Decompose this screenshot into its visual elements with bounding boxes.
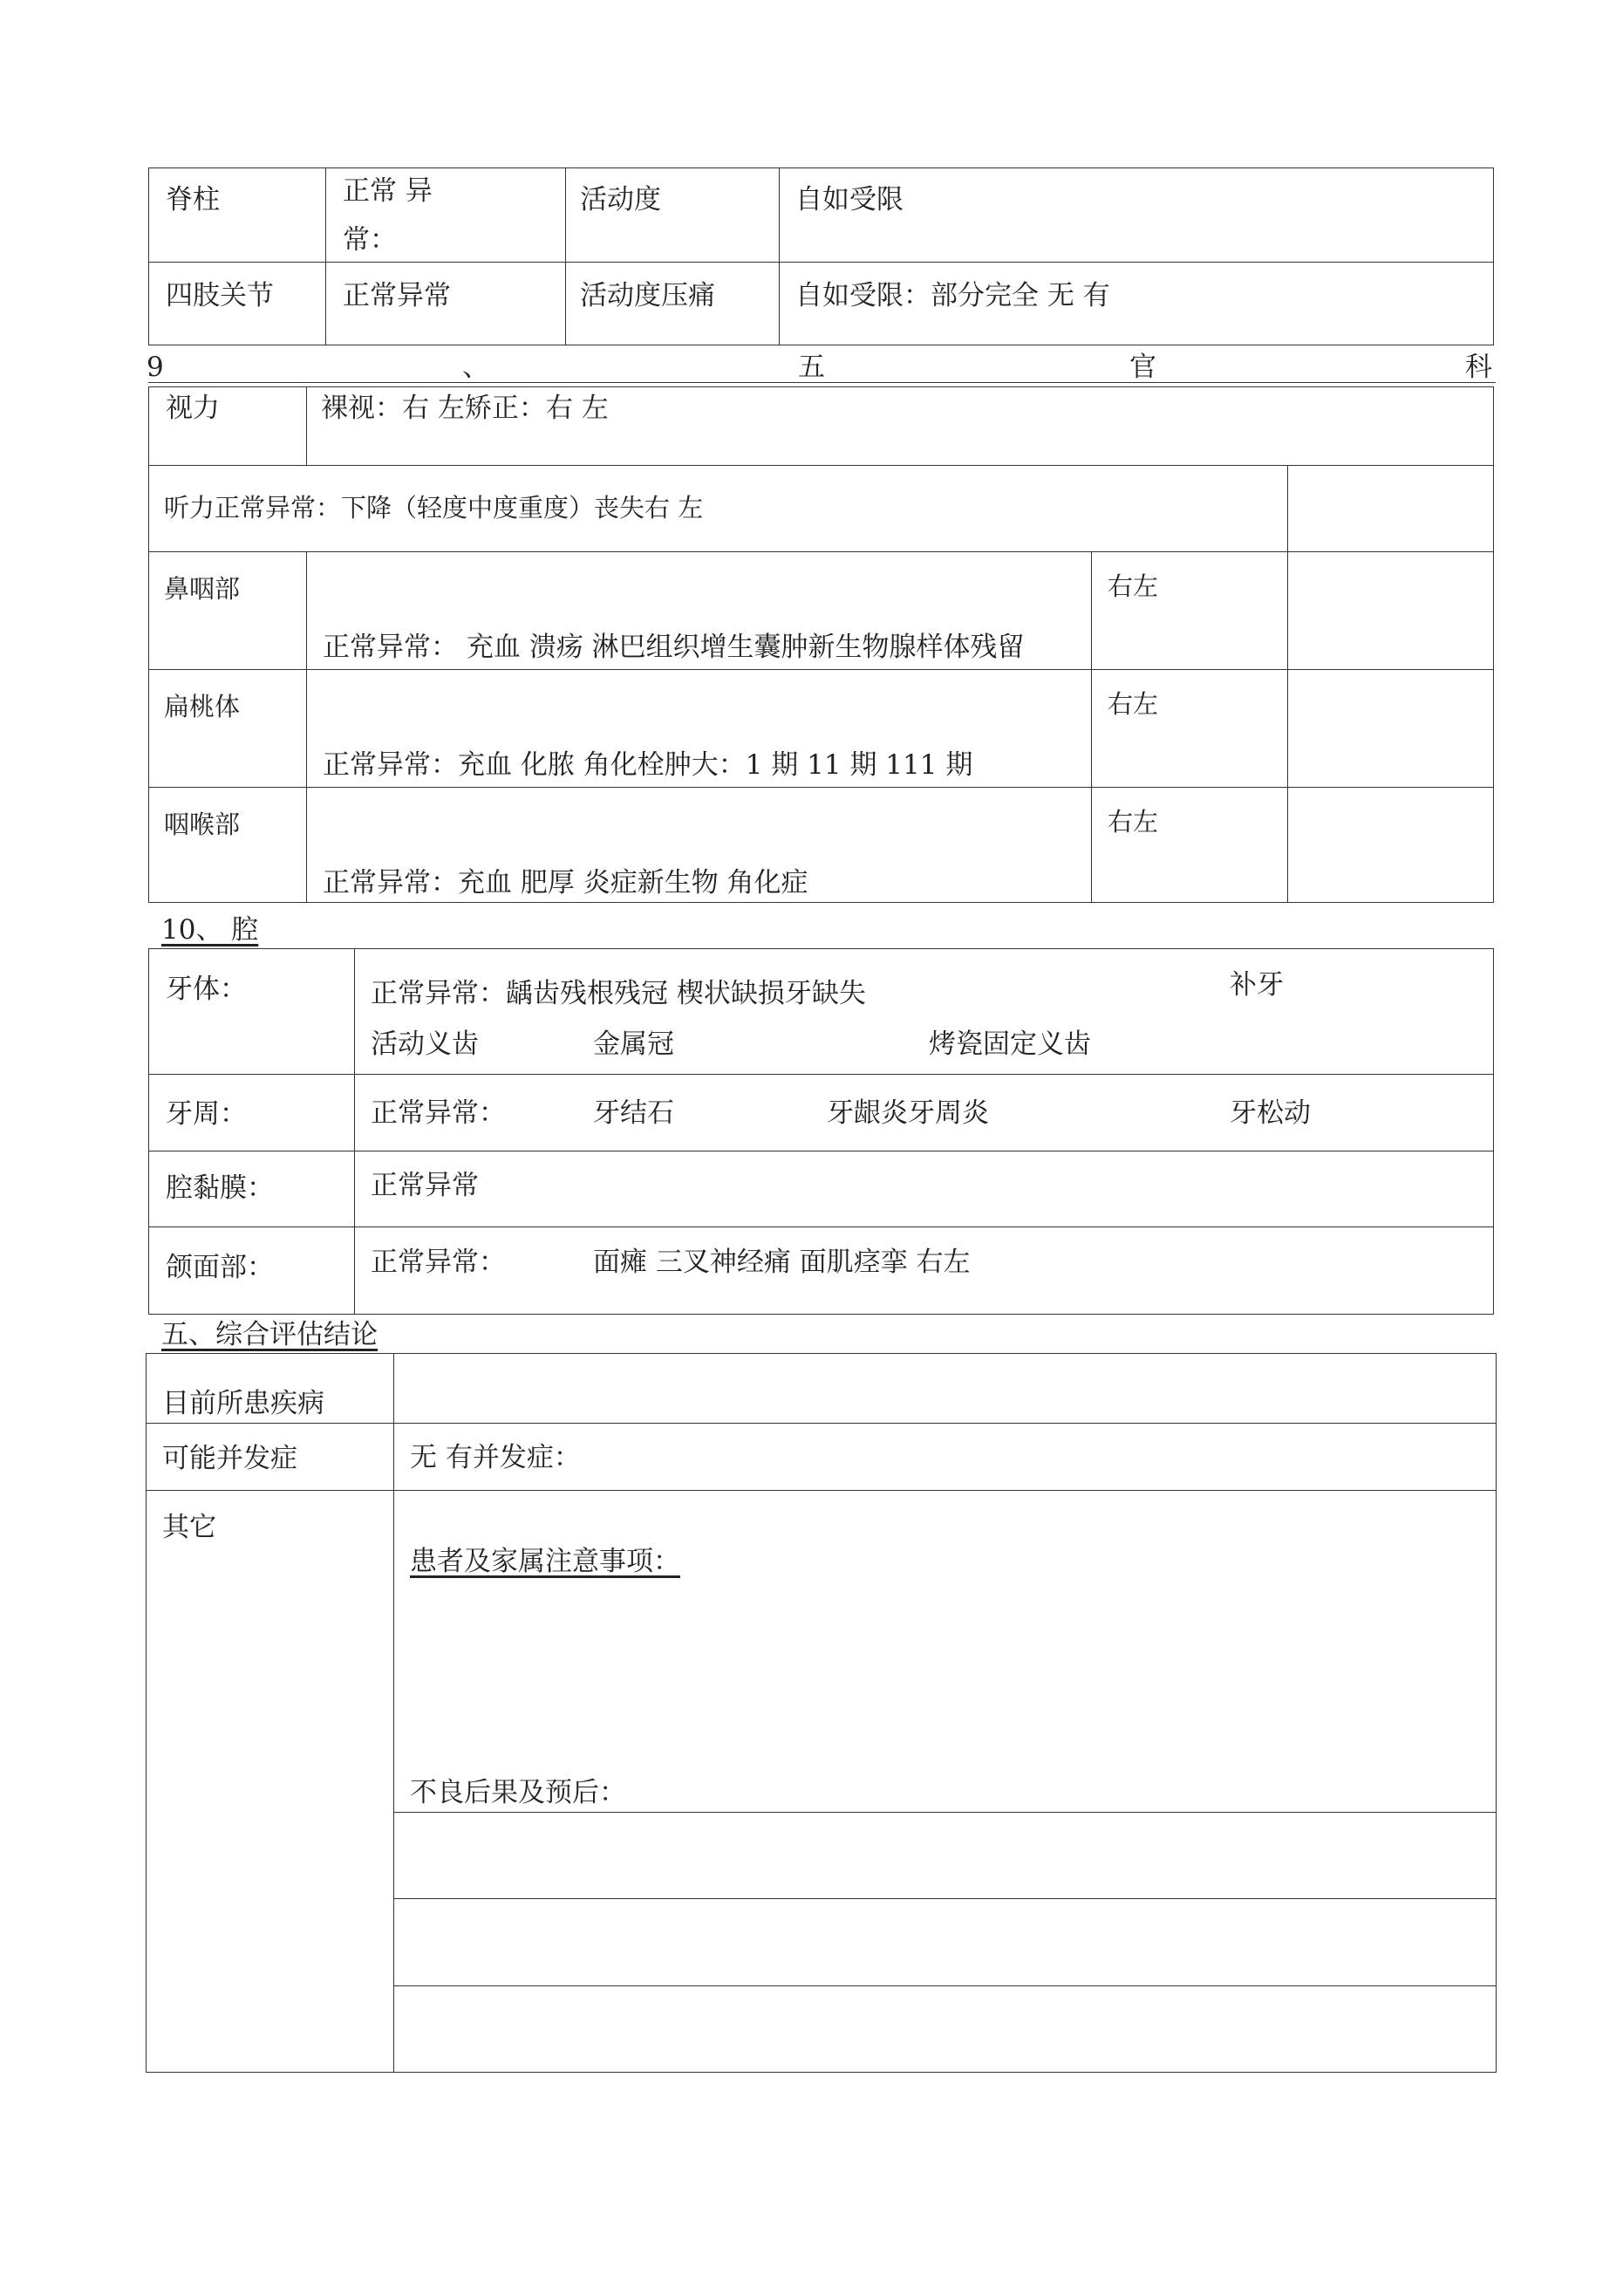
row-divider — [148, 551, 1494, 552]
tonsil-side: 右左 — [1108, 689, 1159, 719]
vision-value: 裸视：右 左矫正：右 左 — [321, 393, 609, 424]
perio-gingivitis: 牙龈炎牙周炎 — [827, 1097, 989, 1129]
maxface-label: 颌面部： — [166, 1252, 274, 1283]
teeth-denture: 活动义齿 — [371, 1028, 479, 1060]
col-divider — [1091, 551, 1092, 903]
larynx-value: 正常异常：充血 肥厚 炎症新生物 角化症 — [323, 867, 808, 899]
col-divider — [306, 551, 307, 903]
section9-separator: 、 — [462, 352, 489, 383]
row-divider — [148, 262, 1494, 263]
section9-number: 9 — [147, 352, 164, 383]
col-divider — [565, 167, 566, 345]
row-divider — [393, 1812, 1497, 1813]
perio-calculus: 牙结石 — [593, 1097, 674, 1129]
section9-underline — [148, 382, 1496, 383]
section10-title: 10、 腔 — [161, 914, 259, 946]
larynx-label: 咽喉部 — [164, 810, 241, 839]
perio-option: 正常异常： — [371, 1097, 506, 1129]
row-divider — [148, 465, 1494, 466]
other-label: 其它 — [162, 1512, 216, 1543]
disease-label: 目前所患疾病 — [162, 1388, 324, 1419]
teeth-porcelain: 烤瓷固定义齿 — [929, 1028, 1091, 1060]
col-divider — [325, 167, 326, 345]
perio-loose: 牙松动 — [1230, 1097, 1311, 1129]
vision-label: 视力 — [166, 393, 220, 424]
col-divider — [393, 1353, 394, 2073]
summary-table — [146, 1353, 1497, 2073]
spine-option-line1: 正常 异 — [343, 175, 433, 207]
notes-label: 患者及家属注意事项： — [410, 1546, 680, 1577]
complication-value: 无 有并发症： — [410, 1442, 581, 1473]
teeth-metal-crown: 金属冠 — [593, 1028, 674, 1060]
teeth-filling: 补牙 — [1230, 969, 1284, 1001]
maxface-items: 面瘫 三叉神经痛 面肌痉挛 右左 — [593, 1247, 971, 1278]
larynx-side: 右左 — [1108, 807, 1159, 837]
mucosa-option: 正常异常 — [371, 1170, 479, 1201]
limbs-activity-value: 自如受限：部分完全 无 有 — [795, 280, 1110, 311]
teeth-line1: 正常异常：龋齿残根残冠 楔状缺损牙缺失 — [371, 978, 866, 1009]
maxface-option: 正常异常： — [371, 1247, 506, 1278]
nasopharynx-label: 鼻咽部 — [164, 574, 241, 604]
col-divider — [1287, 465, 1288, 903]
spine-label: 脊柱 — [166, 184, 220, 215]
teeth-label: 牙体： — [166, 974, 247, 1005]
mucosa-label: 腔黏膜： — [166, 1172, 274, 1204]
row-divider — [146, 1423, 1497, 1424]
limbs-activity-label: 活动度压痛 — [580, 280, 715, 311]
row-divider — [148, 787, 1494, 788]
complication-label: 可能并发症 — [162, 1443, 297, 1474]
section5-title: 五、综合评估结论 — [161, 1319, 378, 1350]
nasopharynx-side: 右左 — [1108, 571, 1159, 601]
spine-option-line2: 常： — [343, 224, 397, 256]
limbs-option: 正常异常 — [343, 280, 451, 311]
perio-label: 牙周： — [166, 1098, 247, 1130]
section9-char-2: 官 — [1129, 352, 1156, 383]
tonsil-value: 正常异常：充血 化脓 角化栓肿大：1 期 11 期 111 期 — [323, 749, 973, 781]
row-divider — [148, 1074, 1494, 1075]
col-divider — [306, 386, 307, 465]
row-divider — [393, 1985, 1497, 1986]
col-divider — [779, 167, 780, 345]
section9-char-1: 五 — [798, 352, 825, 383]
spine-activity-value: 自如受限 — [795, 184, 904, 215]
row-divider — [148, 669, 1494, 670]
row-divider — [393, 1898, 1497, 1899]
row-divider — [146, 1490, 1497, 1491]
col-divider — [354, 948, 355, 1315]
tonsil-label: 扁桃体 — [164, 692, 241, 721]
limbs-label: 四肢关节 — [166, 280, 274, 311]
hearing-text: 听力正常异常：下降（轻度中度重度）丧失右 左 — [164, 493, 704, 523]
section9-char-3: 科 — [1465, 352, 1492, 383]
spine-activity-label: 活动度 — [580, 184, 661, 215]
nasopharynx-value: 正常异常： 充血 溃疡 淋巴组织增生囊肿新生物腺样体残留 — [323, 632, 1025, 663]
prognosis-label: 不良后果及预后： — [410, 1777, 626, 1808]
